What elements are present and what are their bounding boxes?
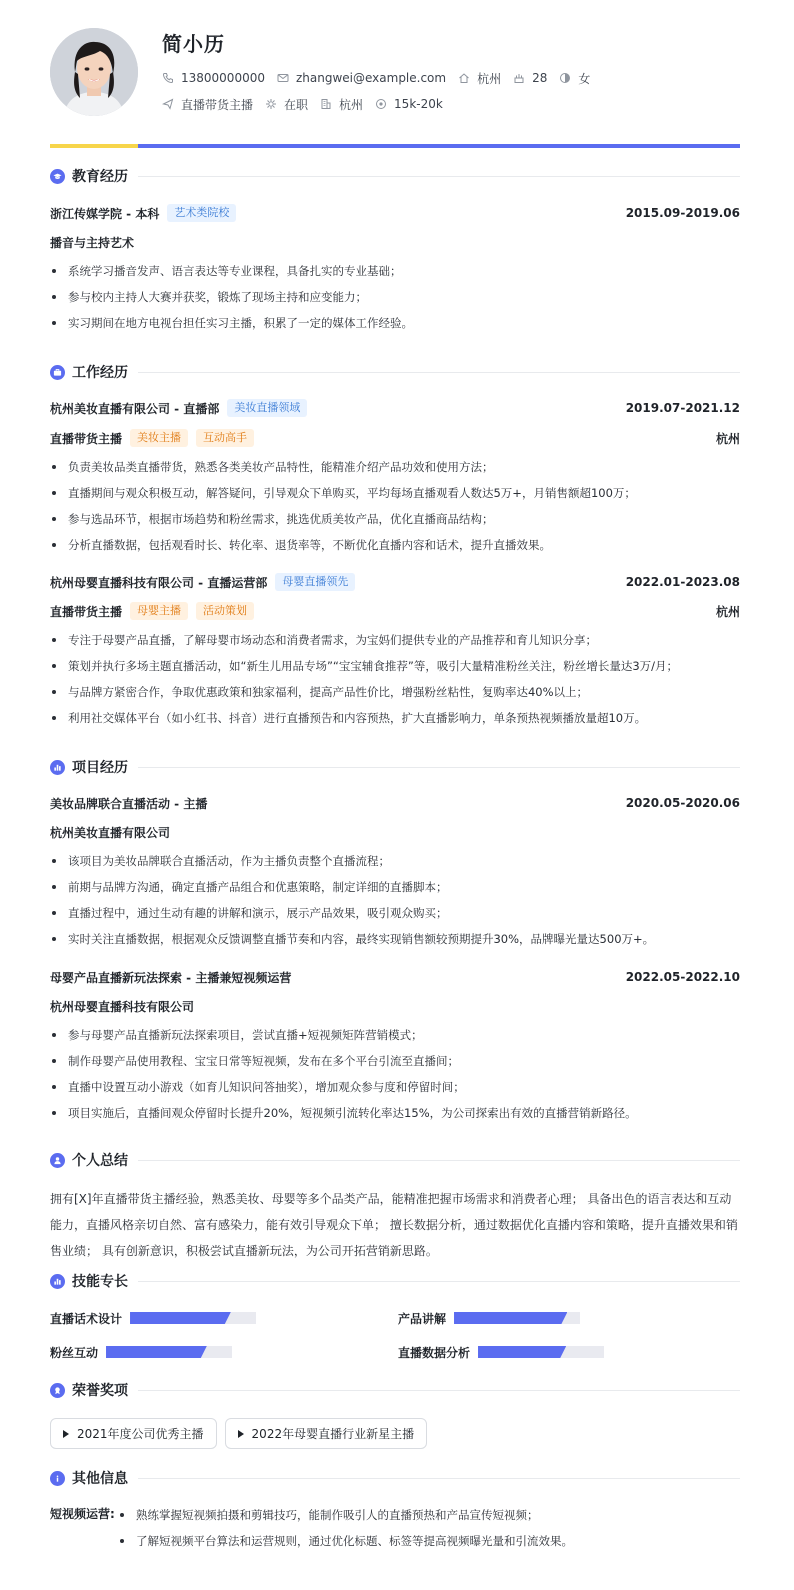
education-period: 2015.09-2019.06 bbox=[625, 206, 740, 220]
education-bullets bbox=[50, 258, 740, 336]
job-1-role-row bbox=[50, 429, 740, 447]
list-item: 直播过程中，通过生动有趣的讲解和演示，展示产品效果，吸引观众购买； bbox=[50, 900, 740, 926]
skill-item bbox=[398, 1309, 580, 1327]
honor-text: 2022年母婴直播行业新星主播 bbox=[251, 1427, 415, 1441]
avatar bbox=[50, 28, 138, 116]
list-item: 实习期间在地方电视台担任实习主播，积累了一定的媒体工作经验。 bbox=[50, 310, 740, 336]
honor-badge bbox=[225, 1418, 428, 1449]
home-icon bbox=[458, 72, 470, 84]
section-label: 项目经历 bbox=[72, 760, 128, 776]
other-section-title bbox=[50, 1468, 740, 1488]
list-item: 参与母婴产品直播新玩法探索项目，尝试直播+短视频矩阵营销模式； bbox=[50, 1022, 740, 1048]
section-label: 个人总结 bbox=[72, 1153, 128, 1169]
header-divider bbox=[50, 144, 740, 148]
age-text: 28 bbox=[532, 71, 548, 85]
list-item: 直播中设置互动小游戏（如育儿知识问答抽奖），增加观众参与度和停留时间； bbox=[50, 1074, 740, 1100]
target-job-item bbox=[162, 96, 253, 113]
skill-item bbox=[50, 1309, 256, 1327]
candidate-name: 简小历 bbox=[162, 32, 225, 56]
gender-text: 女 bbox=[578, 71, 591, 86]
company-tag: 母婴直播领先 bbox=[275, 573, 355, 591]
salary-icon bbox=[375, 98, 387, 110]
company-tag: 美妆直播领域 bbox=[227, 399, 307, 417]
project-name: 美妆品牌联合直播活动 - 主播 bbox=[50, 796, 208, 811]
list-item: 制作母婴产品使用教程、宝宝日常等短视频，发布在多个平台引流至直播间； bbox=[50, 1048, 740, 1074]
list-item: 该项目为美妆品牌联合直播活动，作为主播负责整个直播流程； bbox=[50, 848, 740, 874]
skill-level-bar bbox=[478, 1346, 604, 1358]
section-label: 工作经历 bbox=[72, 365, 128, 381]
skill-item bbox=[398, 1343, 604, 1361]
list-item: 负责美妆品类直播带货，熟悉各类美妆产品特性，能精准介绍产品功效和使用方法； bbox=[50, 454, 740, 480]
honor-badge bbox=[50, 1418, 217, 1449]
school-name: 浙江传媒学院 - 本科 bbox=[50, 206, 160, 221]
list-item: 策划并执行多场主题直播活动，如“新生儿用品专场”“宝宝辅食推荐”等，吸引大量精准粉丝关注，粉丝增长量达3万/月； bbox=[50, 653, 740, 679]
phone-text: 13800000000 bbox=[181, 71, 265, 85]
building-icon bbox=[320, 98, 332, 110]
person-icon bbox=[50, 1153, 65, 1168]
job-1-head bbox=[50, 399, 740, 417]
bar-chart-icon bbox=[50, 1274, 65, 1289]
section-label: 教育经历 bbox=[72, 169, 128, 185]
section-label: 其他信息 bbox=[72, 1471, 128, 1487]
list-item: 系统学习播音发声、语言表达等专业课程，具备扎实的专业基础； bbox=[50, 258, 740, 284]
summary-section-title bbox=[50, 1150, 740, 1170]
project-2-head bbox=[50, 968, 740, 986]
project-period: 2022.05-2022.10 bbox=[625, 970, 740, 984]
job-1-bullets bbox=[50, 454, 740, 558]
age-item bbox=[513, 71, 547, 85]
major-name: 播音与主持艺术 bbox=[50, 235, 135, 250]
section-label: 荣誉奖项 bbox=[72, 1383, 128, 1399]
work-city-item bbox=[320, 96, 363, 113]
job-city: 杭州 bbox=[715, 604, 740, 619]
job-city: 杭州 bbox=[715, 431, 740, 446]
school-tag: 艺术类院校 bbox=[167, 204, 236, 222]
list-item: 与品牌方紧密合作，争取优惠政策和独家福利，提高产品性价比，增强粉丝粘性，复购率达40%以上； bbox=[50, 679, 740, 705]
gender-icon bbox=[559, 72, 571, 84]
project-2-bullets bbox=[50, 1022, 740, 1126]
list-item: 参与选品环节，根据市场趋势和粉丝需求，挑选优质美妆产品，优化直播商品结构； bbox=[50, 506, 740, 532]
work-section-title bbox=[50, 362, 740, 382]
email-item bbox=[277, 71, 446, 85]
graduation-cap-icon bbox=[50, 169, 65, 184]
list-item: 了解短视频平台算法和运营规则，通过优化标题、标签等提高视频曝光量和引流效果。 bbox=[118, 1528, 573, 1554]
company-name: 杭州美妆直播有限公司 - 直播部 bbox=[50, 401, 220, 416]
mail-icon bbox=[277, 72, 289, 84]
bar-chart-icon bbox=[50, 760, 65, 775]
skill-level-bar bbox=[454, 1312, 580, 1324]
skill-item bbox=[50, 1343, 232, 1361]
company-name: 杭州母婴直播科技有限公司 - 直播运营部 bbox=[50, 575, 268, 590]
skill-name: 粉丝互动 bbox=[50, 1345, 99, 1360]
job-2-role-row bbox=[50, 602, 740, 620]
award-icon bbox=[50, 1383, 65, 1398]
major-row bbox=[50, 233, 740, 251]
project-1-org-row bbox=[50, 823, 740, 841]
list-item: 熟练掌握短视频拍摄和剪辑技巧，能制作吸引人的直播预热和产品宣传短视频； bbox=[118, 1502, 573, 1528]
list-item: 分析直播数据，包括观看时长、转化率、退货率等，不断优化直播内容和话术，提升直播效果。 bbox=[50, 532, 740, 558]
project-period: 2020.05-2020.06 bbox=[625, 796, 740, 810]
job-period: 2022.01-2023.08 bbox=[625, 575, 740, 589]
email-text: zhangwei@example.com bbox=[295, 71, 447, 85]
skill-level-fill bbox=[106, 1346, 207, 1358]
cake-icon bbox=[513, 72, 525, 84]
list-item: 直播期间与观众积极互动，解答疑问，引导观众下单购买，平均每场直播观看人数达5万+，月销售额超100万； bbox=[50, 480, 740, 506]
work-city-text: 杭州 bbox=[339, 97, 364, 112]
skill-name: 直播话术设计 bbox=[50, 1311, 123, 1326]
list-item: 利用社交媒体平台（如小红书、抖音）进行直播预告和内容预热，扩大直播影响力，单条预热视频播放量超10万。 bbox=[50, 705, 740, 731]
send-icon bbox=[162, 98, 174, 110]
target-job-text: 直播带货主播 bbox=[181, 97, 254, 112]
play-icon bbox=[63, 1430, 69, 1438]
project-name: 母婴产品直播新玩法探索 - 主播兼短视频运营 bbox=[50, 970, 292, 985]
project-2-org-row bbox=[50, 997, 740, 1015]
job-2-bullets bbox=[50, 627, 740, 731]
skill-level-fill bbox=[130, 1312, 231, 1324]
section-label: 技能专长 bbox=[72, 1274, 128, 1290]
honor-text: 2021年度公司优秀主播 bbox=[77, 1427, 204, 1441]
job-intent-row bbox=[162, 95, 455, 113]
list-item: 专注于母婴产品直播，了解母婴市场动态和消费者需求，为宝妈们提供专业的产品推荐和育儿知识分享； bbox=[50, 627, 740, 653]
project-1-head bbox=[50, 794, 740, 812]
home-city-item bbox=[458, 70, 501, 87]
education-section-title bbox=[50, 166, 740, 186]
contact-row bbox=[162, 69, 602, 87]
other-label: 短视频运营: bbox=[50, 1507, 115, 1521]
project-1-bullets bbox=[50, 848, 740, 952]
job-2-head bbox=[50, 573, 740, 591]
project-org: 杭州母婴直播科技有限公司 bbox=[50, 999, 195, 1014]
skill-level-fill bbox=[454, 1312, 567, 1324]
skill-name: 产品讲解 bbox=[398, 1311, 447, 1326]
project-org: 杭州美妆直播有限公司 bbox=[50, 825, 171, 840]
job-period: 2019.07-2021.12 bbox=[625, 401, 740, 415]
role-tag: 活动策划 bbox=[196, 602, 254, 620]
skill-level-bar bbox=[106, 1346, 232, 1358]
role-tag: 母婴主播 bbox=[130, 602, 188, 620]
list-item: 参与校内主持人大赛并获奖，锻炼了现场主持和应变能力； bbox=[50, 284, 740, 310]
summary-text: 拥有[X]年直播带货主播经验，熟悉美妆、母婴等多个品类产品，能精准把握市场需求和消费者心理； 具备出色的语言表达和互动能力，直播风格亲切自然、富有感染力，能有效引导观众下单； 擅长数据分析，通过数据优化直播内容和策略，提升直播效果和销售业绩； 具有创新意识，积极尝试直播新玩法，为公司开拓营销新思路。 bbox=[50, 1192, 738, 1258]
honors-section-title bbox=[50, 1380, 740, 1400]
list-item: 前期与品牌方沟通，确定直播产品组合和优惠策略，制定详细的直播脚本； bbox=[50, 874, 740, 900]
status-item bbox=[265, 96, 308, 113]
role-tag: 互动高手 bbox=[196, 429, 254, 447]
home-city-text: 杭州 bbox=[477, 71, 502, 86]
skills-section-title bbox=[50, 1271, 740, 1291]
salary-item bbox=[375, 97, 443, 111]
phone-icon bbox=[162, 72, 174, 84]
education-entry-head bbox=[50, 204, 740, 222]
skill-level-bar bbox=[130, 1312, 256, 1324]
info-icon bbox=[50, 1471, 65, 1486]
briefcase-icon bbox=[50, 365, 65, 380]
status-gear-icon bbox=[265, 98, 277, 110]
job-role: 直播带货主播 bbox=[50, 604, 123, 619]
profile-header bbox=[50, 28, 740, 120]
play-icon bbox=[238, 1430, 244, 1438]
phone-item bbox=[162, 71, 265, 85]
list-item: 实时关注直播数据，根据观众反馈调整直播节奏和内容，最终实现销售额较预期提升30%，品牌曝光量达500万+。 bbox=[50, 926, 740, 952]
skill-name: 直播数据分析 bbox=[398, 1345, 471, 1360]
skill-level-fill bbox=[478, 1346, 566, 1358]
status-text: 在职 bbox=[284, 97, 309, 112]
gender-item bbox=[559, 70, 590, 87]
role-tag: 美妆主播 bbox=[130, 429, 188, 447]
job-role: 直播带货主播 bbox=[50, 431, 123, 446]
salary-text: 15k-20k bbox=[394, 97, 443, 111]
projects-section-title bbox=[50, 757, 740, 777]
honors-list bbox=[50, 1418, 435, 1449]
other-bullets bbox=[118, 1502, 573, 1554]
list-item: 项目实施后，直播间观众停留时长提升20%，短视频引流转化率达15%，为公司探索出有效的直播营销新路径。 bbox=[50, 1100, 740, 1126]
